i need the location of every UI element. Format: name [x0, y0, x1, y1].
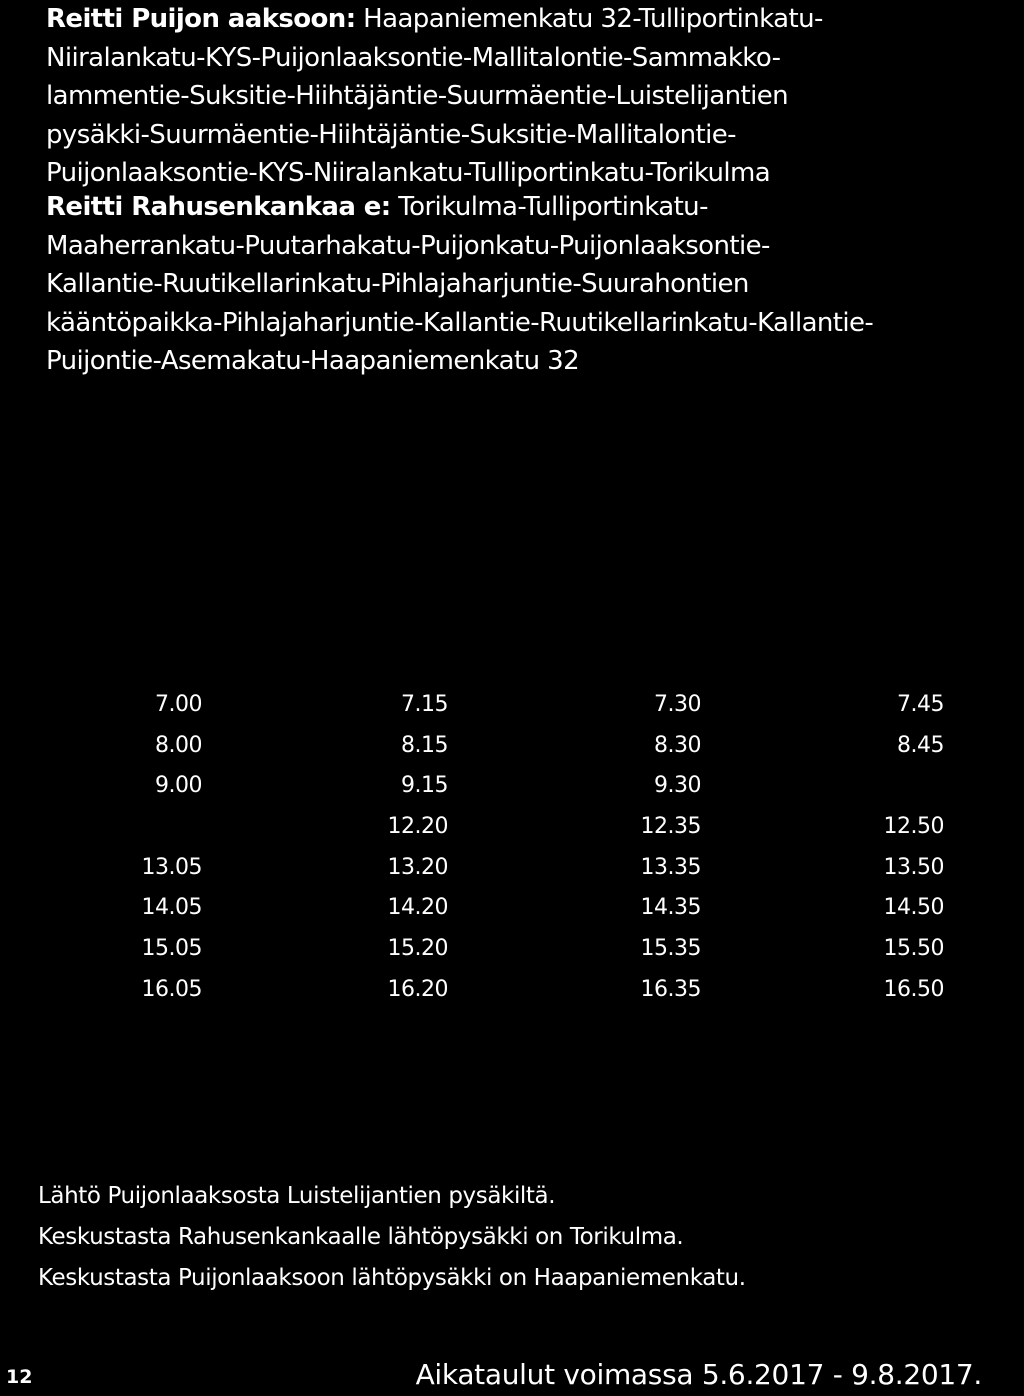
note-departure-puijonlaakso-center: Keskustasta Puijonlaaksoon lähtöpysäkki on Haapaniemenkatu.: [38, 1265, 746, 1291]
time-cell: 8.00: [155, 732, 202, 758]
time-cell: 15.50: [883, 935, 944, 961]
time-cell: 9.15: [401, 773, 448, 799]
time-cell: 7.30: [654, 691, 701, 717]
time-cell: 16.20: [387, 976, 448, 1002]
route-stops: Torikulma-Tulliportinkatu- Maaherrankatu-Puutarhakatu-Puijonkatu-Puijonlaaksontie- Kallantie-Ruutikellarinkatu-Pihlajaharjuntie-Suurahontien kääntöpaikka-Pihlajaharjuntie-Kallantie-Ruutikellarinkatu-Kallantie- Puijontie-Asemakatu-Haapaniemenkatu 32: [46, 192, 874, 376]
route-description-rahusenkangas: [46, 188, 1021, 381]
time-cell: 15.05: [141, 935, 202, 961]
departure-timetable: [110, 684, 944, 1010]
time-cell: 14.35: [640, 895, 701, 921]
time-cell: 13.50: [883, 854, 944, 880]
table-row: [110, 887, 944, 928]
page-number: 12: [6, 1366, 33, 1388]
time-cell: 16.50: [883, 976, 944, 1002]
time-cell: 13.05: [141, 854, 202, 880]
table-row: [110, 725, 944, 766]
table-row: [110, 847, 944, 888]
time-cell: 8.30: [654, 732, 701, 758]
time-cell: 12.20: [387, 813, 448, 839]
table-row: [110, 806, 944, 847]
table-row: [110, 684, 944, 725]
time-cell: 7.15: [401, 691, 448, 717]
time-cell: 15.35: [640, 935, 701, 961]
table-row: [110, 765, 944, 806]
time-cell: 16.05: [141, 976, 202, 1002]
route-description-puijonlaakso: [46, 0, 1021, 193]
time-cell: 14.20: [387, 895, 448, 921]
departure-notes: [38, 1176, 746, 1299]
time-cell: 16.35: [640, 976, 701, 1002]
time-cell: [110, 806, 202, 847]
time-cell: 8.45: [897, 732, 944, 758]
time-cell: 8.15: [401, 732, 448, 758]
time-cell: 13.20: [387, 854, 448, 880]
time-cell: 12.35: [640, 813, 701, 839]
time-cell: 14.05: [141, 895, 202, 921]
time-cell: 9.00: [155, 773, 202, 799]
time-cell: 13.35: [640, 854, 701, 880]
time-cell: 14.50: [883, 895, 944, 921]
validity-period: Aikataulut voimassa 5.6.2017 - 9.8.2017.: [415, 1358, 982, 1391]
table-row: [110, 969, 944, 1010]
time-cell: 7.45: [897, 691, 944, 717]
route-label: Reitti Rahusenkankaa e:: [46, 192, 391, 222]
time-cell: [701, 765, 944, 806]
time-cell: 12.50: [883, 813, 944, 839]
time-cell: 7.00: [155, 691, 202, 717]
note-departure-rahusenkangas: Keskustasta Rahusenkankaalle lähtöpysäkki on Torikulma.: [38, 1224, 684, 1250]
table-row: [110, 928, 944, 969]
route-stops: Haapaniemenkatu 32-Tulliportinkatu- Niiralankatu-KYS-Puijonlaaksontie-Mallitalontie-Sammakko- lammentie-Suksitie-Hiihtäjäntie-Suurmäentie-Luistelijantien pysäkki-Suurmäentie-Hiihtäjäntie-Suksitie-Mallitalontie- Puijonlaaksontie-KYS-Niiralankatu-Tulliportinkatu-Torikulma: [46, 4, 823, 188]
route-label: Reitti Puijon aaksoon:: [46, 4, 356, 34]
time-cell: 15.20: [387, 935, 448, 961]
time-cell: 9.30: [654, 773, 701, 799]
note-departure-puijonlaakso: Lähtö Puijonlaaksosta Luistelijantien pysäkiltä.: [38, 1183, 556, 1209]
